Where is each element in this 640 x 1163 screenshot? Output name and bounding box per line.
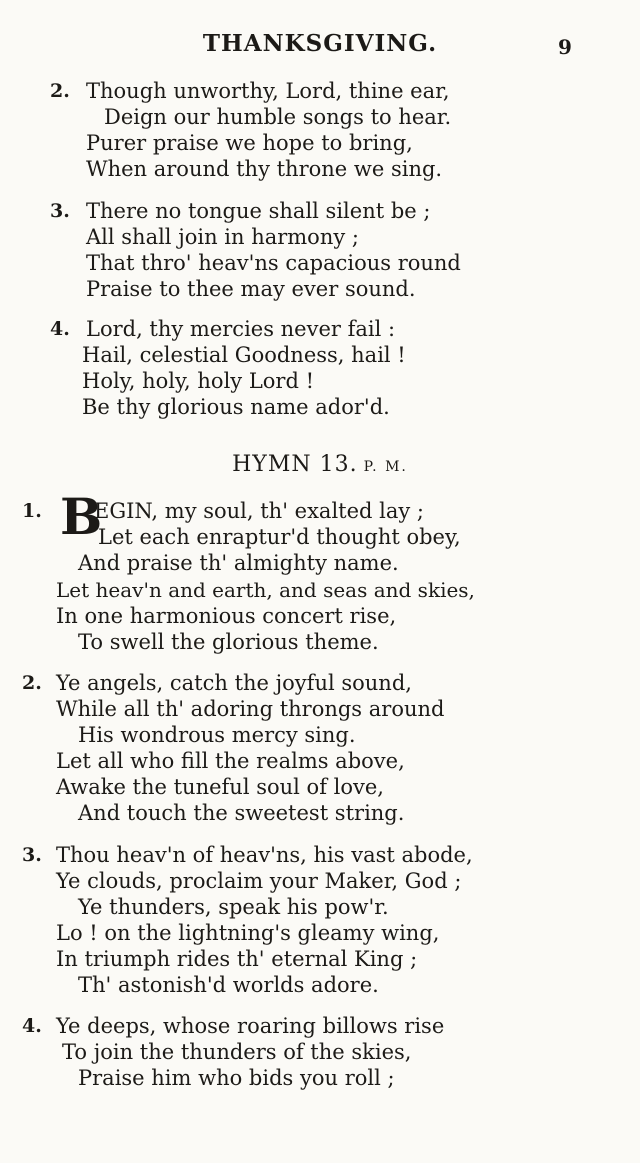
running-header-title: THANKSGIVING. [202, 30, 438, 57]
stanza-number: 4. [50, 318, 70, 340]
verse-line: To swell the glorious theme. [78, 630, 379, 654]
verse-line: Ye angels, catch the joyful sound, [56, 671, 412, 695]
verse-line: Purer praise we hope to bring, [86, 131, 413, 155]
stanza-number: 2. [22, 672, 42, 694]
verse-line: Ye thunders, speak his pow'r. [78, 895, 389, 919]
verse-line: Let all who fill the realms above, [56, 749, 405, 773]
stanza-number: 2. [50, 80, 70, 102]
stanza-number: 3. [50, 200, 70, 222]
verse-line: Hail, celestial Goodness, hail ! [82, 343, 406, 367]
verse-line: And touch the sweetest string. [78, 801, 405, 825]
verse-line: Praise him who bids you roll ; [78, 1066, 395, 1090]
verse-line: Though unworthy, Lord, thine ear, [86, 79, 450, 103]
verse-line: To join the thunders of the skies, [62, 1040, 412, 1064]
verse-line: In one harmonious concert rise, [56, 604, 397, 628]
verse-line: There no tongue shall silent be ; [86, 199, 431, 223]
page-number: 9 [558, 35, 572, 59]
drop-cap: B [60, 487, 103, 546]
verse-line: Let heav'n and earth, and seas and skies, [56, 578, 475, 602]
verse-line: Lo ! on the lightning's gleamy wing, [56, 921, 440, 945]
verse-line: Awake the tuneful soul of love, [56, 775, 384, 799]
verse-line: His wondrous mercy sing. [78, 723, 356, 747]
verse-line: While all th' adoring throngs around [56, 697, 445, 721]
verse-line: Be thy glorious name ador'd. [82, 395, 390, 419]
stanza-number: 4. [22, 1015, 42, 1037]
verse-line: All shall join in harmony ; [86, 225, 359, 249]
verse-line: EGIN, my soul, th' exalted lay ; [94, 499, 425, 523]
verse-line: And praise th' almighty name. [78, 551, 399, 575]
verse-line: Th' astonish'd worlds adore. [78, 973, 379, 997]
verse-line: Ye clouds, proclaim your Maker, God ; [56, 869, 462, 893]
stanza-number: 1. [22, 500, 42, 522]
verse-line: Ye deeps, whose roaring billows rise [56, 1014, 445, 1038]
verse-line: That thro' heav'ns capacious round [86, 251, 461, 275]
hymn-meter: P. M. [363, 459, 408, 475]
verse-line: Deign our humble songs to hear. [104, 105, 452, 129]
verse-line: Praise to thee may ever sound. [86, 277, 416, 301]
verse-line: In triumph rides th' eternal King ; [56, 947, 418, 971]
verse-line: Let each enraptur'd thought obey, [98, 525, 461, 549]
verse-line: Holy, holy, holy Lord ! [82, 369, 315, 393]
verse-line: When around thy throne we sing. [86, 157, 443, 181]
stanza-number: 3. [22, 844, 42, 866]
hymn-title: HYMN 13. [232, 452, 358, 477]
verse-line: Lord, thy mercies never fail : [86, 317, 396, 341]
verse-line: Thou heav'n of heav'ns, his vast abode, [56, 843, 473, 867]
hymn-heading [0, 452, 640, 477]
